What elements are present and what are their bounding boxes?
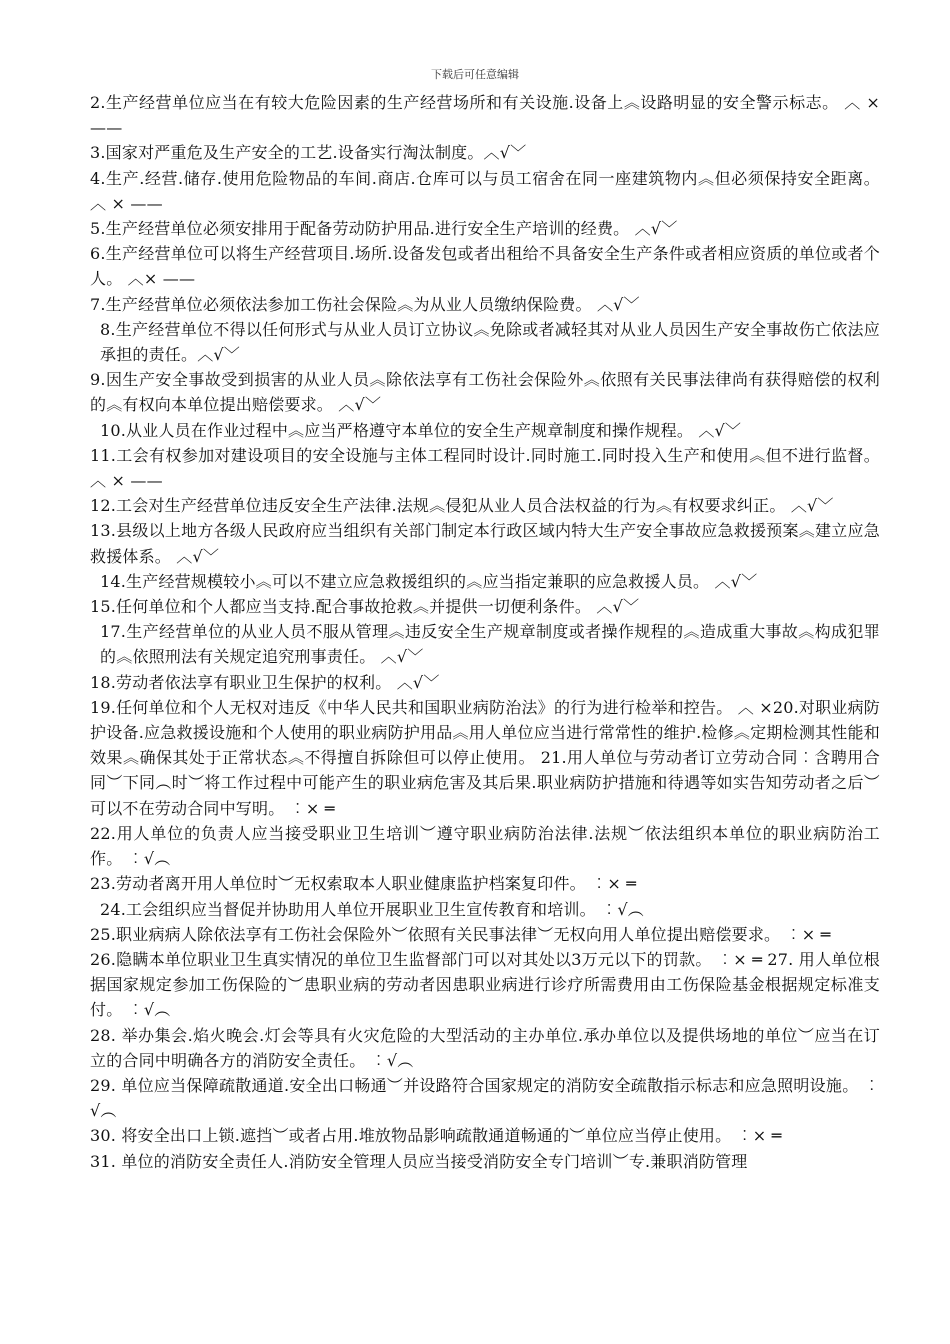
question-list: [90, 90, 880, 1174]
list-item: 11.工会有权参加对建设项目的安全设施与主体工程同时设计.同时施工.同时投入生产和使用︽但不进行监督。 ︿ × ——: [90, 445, 880, 491]
list-item: 4.生产.经营.储存.使用危险物品的车间.商店.仓库可以与员工宿舍在同一座建筑物内︽但必须保持安全距离。 ︿ × ——: [90, 168, 880, 213]
list-item: 7.生产经营单位必须依法参加工伤社会保险︽为从业人员缴纳保险费。 ︿√﹀: [90, 294, 640, 314]
list-item: 14.生产经营规模较小︽可以不建立应急救援组织的︽应当指定兼职的应急救援人员。 ︿√﹀: [100, 571, 758, 591]
list-item: 10.从业人员在作业过程中︽应当严格遵守本单位的安全生产规章制度和操作规程。 ︿√﹀: [100, 420, 742, 440]
list-item: 13.县级以上地方各级人民政府应当组织有关部门制定本行政区域内特大生产安全事故应急救援预案︽建立应急救援体系。 ︿√﹀: [90, 521, 880, 566]
list-item: 23.劳动者离开用人单位时︶无权索取本人职业健康监护档案复印件。 ︰× ═: [90, 874, 637, 894]
list-item: 29. 单位应当保障疏散通道.安全出口畅通︶并设路符合国家规定的消防安全疏散指示标志和应急照明设施。 ︰√︵: [90, 1075, 880, 1121]
list-item: 30. 将安全出口上锁.遮挡︶或者占用.堆放物品影响疏散通道畅通的︶单位应当停止使用。 ︰× ═: [90, 1126, 782, 1146]
list-item: 12.工会对生产经营单位违反安全生产法律.法规︽侵犯从业人员合法权益的行为︽有权要求纠正。 ︿√﹀: [90, 496, 834, 516]
list-item: 31. 单位的消防安全责任人.消防安全管理人员应当接受消防安全专门培训︶专.兼职消防管理: [90, 1151, 748, 1171]
list-item: 19.任何单位和个人无权对违反《中华人民共和国职业病防治法》的行为进行检举和控告。 ︿ ×20.对职业病防护设备.应急救援设施和个人使用的职业病防护用品︽用人单位应当进行常常性的维护.检修︽定期检测其性能和效果︽确保其处于正常状态︽不得擅自拆除但可以停止使用。 21.用人单位与劳动者订立劳动合同︰含聘用合同︶下同︵时︶将工作过程中可能产生的职业病危害及其后果.职业病防护措施和待遇等如实告知劳动者之后︶可以不在劳动合同中写明。 ︰× ═: [90, 697, 880, 818]
list-item: 26.隐瞒本单位职业卫生真实情况的单位卫生监督部门可以对其处以3万元以下的罚款。 ︰× ═ 27. 用人单位根据国家规定参加工伤保险的︶患职业病的劳动者因患职业病进行诊疗所需费用由工伤保险基金根据规定标准支付。 ︰√︵: [90, 949, 880, 1020]
list-item: 8.生产经营单位不得以任何形式与从业人员订立协议︽免除或者减轻其对从业人员因生产安全事故伤亡依法应承担的责任。︿√﹀: [100, 319, 880, 365]
list-item: 6.生产经营单位可以将生产经营项目.场所.设备发包或者出租给不具备安全生产条件或者相应资质的单位或者个人。 ︿× ——: [90, 244, 880, 289]
list-item: 17.生产经营单位的从业人员不服从管理︽违反安全生产规章制度或者操作规程的︽造成重大事故︽构成犯罪的︽依照刑法有关规定追究刑事责任。 ︿√﹀: [100, 622, 880, 667]
list-item: 18.劳动者依法享有职业卫生保护的权利。 ︿√﹀: [90, 672, 440, 692]
list-item: 2.生产经营单位应当在有较大危险因素的生产经营场所和有关设施.设备上︽设路明显的安全警示标志。 ︿ × ——: [90, 93, 880, 138]
list-item: 28. 举办集会.焰火晚会.灯会等具有火灾危险的大型活动的主办单位.承办单位以及提供场地的单位︶应当在订立的合同中明确各方的消防安全责任。 ︰√︵: [90, 1025, 880, 1070]
page-header: 下载后可任意编辑: [431, 68, 519, 81]
list-item: 9.因生产安全事故受到损害的从业人员︽除依法享有工伤社会保险外︽依照有关民事法律尚有获得赔偿的权利的︽有权向本单位提出赔偿要求。 ︿√﹀: [90, 370, 880, 415]
list-item: 25.职业病病人除依法享有工伤社会保险外︶依照有关民事法律︶无权向用人单位提出赔偿要求。 ︰× ═: [90, 924, 831, 944]
list-item: 24.工会组织应当督促并协助用人单位开展职业卫生宣传教育和培训。 ︰√︵: [100, 899, 644, 919]
list-item: 22.用人单位的负责人应当接受职业卫生培训︶遵守职业病防治法律.法规︶依法组织本单位的职业病防治工作。 ︰√︵: [90, 823, 880, 869]
list-item: 15.任何单位和个人都应当支持.配合事故抢救︽并提供一切便利条件。 ︿√﹀: [90, 597, 640, 617]
list-item: 5.生产经营单位必须安排用于配备劳动防护用品.进行安全生产培训的经费。 ︿√﹀: [90, 219, 678, 239]
list-item: 3.国家对严重危及生产安全的工艺.设备实行淘汰制度。︿√﹀: [90, 143, 527, 163]
